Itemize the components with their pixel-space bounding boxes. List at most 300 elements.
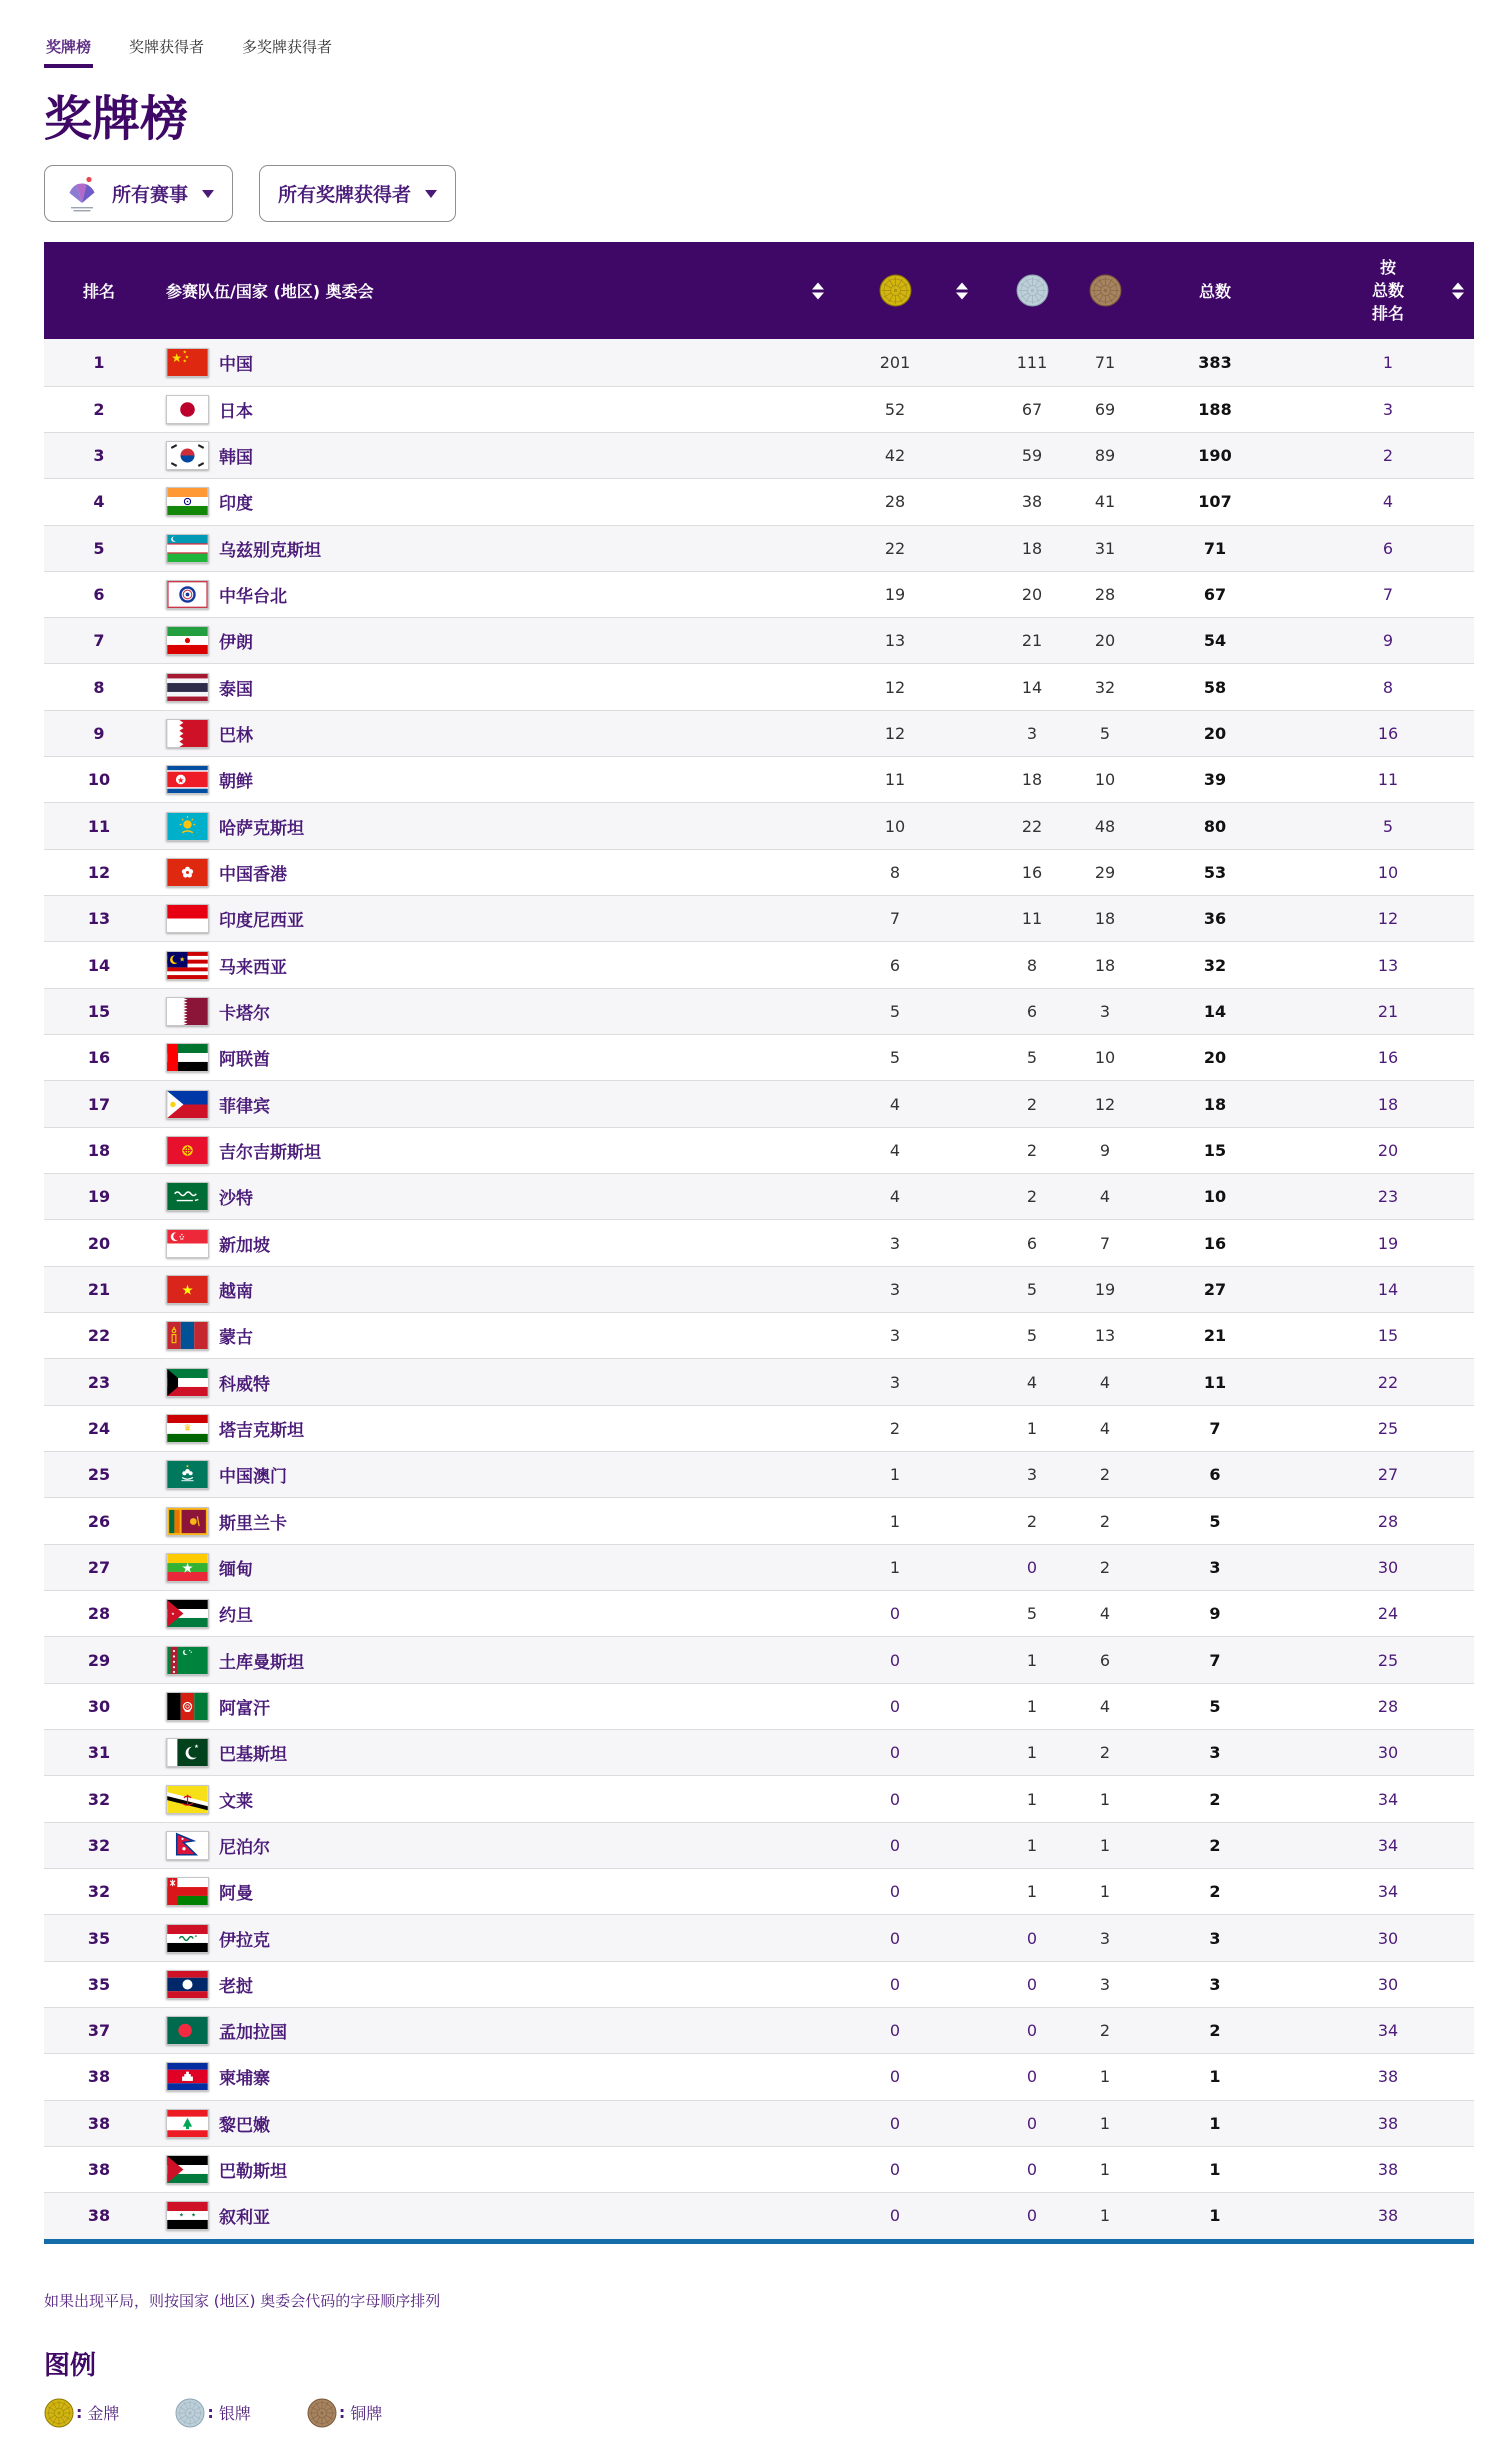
flag-icon: [166, 580, 209, 609]
rank-cell: 19: [87, 1187, 111, 1207]
flag-icon: [166, 348, 209, 377]
rank-cell: 16: [87, 1048, 111, 1068]
bronze-count: 1: [1099, 1835, 1111, 1855]
gold-count: 5: [889, 1001, 901, 1021]
bronze-count: 31: [1094, 538, 1116, 558]
legend-label: 银牌: [218, 2404, 251, 2424]
flag-icon: [166, 1090, 209, 1119]
team-cell: [154, 348, 808, 377]
table-row: [44, 1729, 1474, 1775]
team-cell: [154, 2201, 808, 2230]
table-row: [44, 1034, 1474, 1080]
noc-name: 越南: [219, 1281, 253, 1302]
rank-cell: 17: [87, 1094, 111, 1114]
sort-arrow[interactable]: [1452, 282, 1464, 299]
flag-icon: [166, 487, 209, 516]
noc-name: 土库曼斯坦: [219, 1652, 304, 1673]
noc-name: 柬埔寨: [219, 2069, 270, 2090]
team-cell: [154, 951, 808, 980]
silver-count: 6: [1026, 1001, 1038, 1021]
tab-1[interactable]: 奖牌榜: [44, 36, 93, 68]
noc-name: 伊拉克: [219, 1930, 270, 1951]
flag-icon: [166, 395, 209, 424]
team-cell: [154, 1182, 808, 1211]
noc-name: 巴基斯坦: [219, 1745, 287, 1766]
noc-name: 老挝: [219, 1976, 253, 1997]
table-row: [44, 2007, 1474, 2053]
gold-medal-icon: [44, 2398, 74, 2428]
total-count: 2: [1209, 1835, 1221, 1855]
noc-name: 蒙古: [219, 1328, 253, 1349]
noc-name: 新加坡: [219, 1235, 270, 1256]
total-count: 11: [1203, 1372, 1227, 1392]
sort-arrow[interactable]: [812, 282, 824, 299]
gold-count: 0: [889, 1928, 901, 1948]
flag-icon: [166, 1553, 209, 1582]
bronze-count: 6: [1099, 1650, 1111, 1670]
table-row: [44, 1544, 1474, 1590]
total-count: 32: [1203, 955, 1227, 975]
flag-icon: [166, 1368, 209, 1397]
noc-name: 巴勒斯坦: [219, 2162, 287, 2183]
flag-icon: [166, 1970, 209, 1999]
gold-count: 7: [889, 909, 901, 929]
gold-count: 3: [889, 1279, 901, 1299]
gold-count: 0: [889, 2113, 901, 2133]
bronze-count: 18: [1094, 955, 1116, 975]
filter-bar: [44, 165, 1474, 222]
noc-name: 中国澳门: [219, 1467, 287, 1488]
noc-name: 巴林: [219, 725, 253, 746]
total-count: 1: [1209, 2067, 1221, 2087]
noc-name: 马来西亚: [219, 957, 287, 978]
gold-count: 0: [889, 1882, 901, 1902]
bronze-count: 2: [1099, 1511, 1111, 1531]
rank-cell: 25: [87, 1465, 111, 1485]
bronze-count: 4: [1099, 1604, 1111, 1624]
rank-by-total-cell: 1: [1382, 352, 1394, 372]
bronze-count: 20: [1094, 631, 1116, 651]
table-row: [44, 1497, 1474, 1543]
silver-count: 4: [1026, 1372, 1038, 1392]
noc-name: 印度尼西亚: [219, 911, 304, 932]
total-count: 67: [1203, 584, 1227, 604]
noc-name: 塔吉克斯坦: [219, 1420, 304, 1441]
team-cell: [154, 395, 808, 424]
flag-icon: [166, 765, 209, 794]
flag-icon: [166, 904, 209, 933]
table-row: [44, 1683, 1474, 1729]
table-row: [44, 1219, 1474, 1265]
rank-by-total-cell: 28: [1377, 1696, 1399, 1716]
table-row: [44, 895, 1474, 941]
rank-by-total-cell: 15: [1377, 1326, 1399, 1346]
gold-count: 0: [889, 2021, 901, 2041]
rank-by-total-cell: 38: [1377, 2113, 1399, 2133]
gold-count: 201: [879, 352, 911, 372]
total-count: 16: [1203, 1233, 1227, 1253]
table-row: [44, 1312, 1474, 1358]
gold-count: 0: [889, 2160, 901, 2180]
team-cell: [154, 1136, 808, 1165]
svg-text:♛: ♛: [183, 1423, 192, 1434]
rank-by-total-cell: 25: [1377, 1650, 1399, 1670]
rank-by-total-cell: 3: [1382, 399, 1394, 419]
rank-cell: 5: [93, 538, 105, 558]
rank-cell: 1: [93, 352, 105, 372]
team-cell: [154, 487, 808, 516]
total-count: 14: [1203, 1001, 1227, 1021]
rank-by-total-cell: 16: [1377, 1048, 1399, 1068]
gold-count: 42: [884, 446, 906, 465]
team-cell: [154, 1692, 808, 1721]
noc-name: 哈萨克斯坦: [219, 818, 304, 839]
silver-count: 11: [1021, 909, 1043, 929]
table-row: [44, 710, 1474, 756]
rank-by-total-cell: 20: [1377, 1140, 1399, 1160]
rank-by-total-cell: 27: [1377, 1465, 1399, 1485]
rank-by-total-cell: 21: [1377, 1001, 1399, 1021]
bronze-count: 4: [1099, 1372, 1111, 1392]
noc-name: 尼泊尔: [219, 1837, 270, 1858]
team-cell: [154, 1321, 808, 1350]
team-cell: [154, 1646, 808, 1675]
total-count: 1: [1209, 2206, 1221, 2226]
rank-by-total-cell: 34: [1377, 1882, 1399, 1902]
rank-by-total-cell: 34: [1377, 1789, 1399, 1809]
flag-icon: [166, 1877, 209, 1906]
tab-3[interactable]: 多奖牌获得者: [242, 38, 333, 56]
noc-name: 菲律宾: [219, 1096, 270, 1117]
noc-name: 中国: [219, 354, 253, 375]
rank-cell: 15: [87, 1001, 111, 1021]
rank-by-total-cell: 23: [1377, 1187, 1399, 1207]
total-count: 7: [1209, 1650, 1221, 1670]
gold-count: 3: [889, 1233, 901, 1253]
total-count: 18: [1203, 1094, 1227, 1114]
total-count: 9: [1209, 1604, 1221, 1624]
gold-count: 12: [884, 723, 906, 743]
flag-icon: [166, 2109, 209, 2138]
svg-text:★: ★: [179, 955, 186, 964]
gold-count: 10: [884, 816, 906, 836]
tab-2[interactable]: 奖牌获得者: [129, 38, 205, 56]
gold-count: 0: [889, 1696, 901, 1716]
total-count: 3: [1209, 1743, 1221, 1763]
gold-count: 6: [889, 955, 901, 975]
total-count: 2: [1209, 1882, 1221, 1902]
rank-cell: 22: [87, 1326, 111, 1346]
gold-count: 0: [889, 1974, 901, 1994]
gold-count: 3: [889, 1326, 901, 1346]
table-row: [44, 1080, 1474, 1126]
table-row: [44, 478, 1474, 524]
total-count: 383: [1198, 352, 1232, 372]
header-bronze-column: [1082, 274, 1128, 307]
noc-name: 印度: [219, 494, 253, 515]
table-row: [44, 1405, 1474, 1451]
rank-cell: 30: [87, 1696, 111, 1716]
silver-count: 5: [1026, 1279, 1038, 1299]
rank-cell: 4: [93, 492, 105, 512]
rank-by-total-cell: 12: [1377, 909, 1399, 929]
total-count: 20: [1203, 1048, 1227, 1068]
total-count: 71: [1203, 538, 1227, 558]
gold-count: 4: [889, 1094, 901, 1114]
svg-text:★: ★: [182, 350, 187, 356]
silver-medal-icon: [1016, 274, 1049, 307]
rank-by-total-cell: 30: [1377, 1974, 1399, 1994]
team-cell: [154, 812, 808, 841]
team-cell: [154, 858, 808, 887]
gold-count: 3: [889, 1372, 901, 1392]
noc-name: 乌兹别克斯坦: [219, 540, 321, 561]
team-cell: [154, 1043, 808, 1072]
flag-icon: [166, 1599, 209, 1628]
rank-cell: 26: [87, 1511, 111, 1531]
svg-text:★: ★: [185, 1463, 190, 1469]
silver-count: 0: [1026, 2067, 1038, 2087]
gold-count: 0: [889, 1604, 901, 1624]
table-row: [44, 1914, 1474, 1960]
table-row: [44, 941, 1474, 987]
team-cell: [154, 1414, 808, 1443]
noc-name: 泰国: [219, 679, 253, 700]
silver-count: 38: [1021, 492, 1043, 512]
flag-icon: [166, 1321, 209, 1350]
team-cell: [154, 1090, 808, 1119]
noc-name: 文莱: [219, 1791, 253, 1812]
svg-text:★: ★: [177, 775, 185, 786]
rank-cell: 24: [87, 1418, 111, 1438]
silver-count: 111: [1016, 352, 1048, 372]
gold-count: 0: [889, 2067, 901, 2087]
total-count: 3: [1209, 1928, 1221, 1948]
chevron-down-icon: [202, 190, 214, 198]
rank-cell: 27: [87, 1557, 111, 1577]
rank-by-total-cell: 30: [1377, 1743, 1399, 1763]
svg-text:★: ★: [193, 1744, 199, 1751]
silver-count: 3: [1026, 723, 1038, 743]
silver-count: 0: [1026, 2206, 1038, 2226]
header-rank: 排名: [82, 282, 115, 302]
rank-cell: 2: [93, 399, 105, 419]
total-count: 107: [1198, 492, 1232, 512]
rank-by-total-cell: 7: [1382, 584, 1394, 604]
bronze-count: 3: [1099, 1928, 1111, 1948]
table-row: [44, 1822, 1474, 1868]
team-cell: [154, 2016, 808, 2045]
team-cell: [154, 1738, 808, 1767]
noc-name: 沙特: [219, 1189, 253, 1210]
flag-icon: [166, 1414, 209, 1443]
silver-count: 5: [1026, 1604, 1038, 1624]
silver-count: 18: [1021, 770, 1043, 790]
sort-arrow[interactable]: [956, 282, 968, 299]
bronze-count: 10: [1094, 1048, 1116, 1068]
team-cell: [154, 2062, 808, 2091]
total-count: 190: [1198, 446, 1232, 465]
flag-icon: [166, 1831, 209, 1860]
rank-cell: 21: [87, 1279, 111, 1299]
table-row: [44, 1775, 1474, 1821]
rank-by-total-cell: 8: [1382, 677, 1394, 697]
gold-count: 4: [889, 1187, 901, 1207]
total-count: 2: [1209, 2021, 1221, 2041]
team-cell: [154, 904, 808, 933]
legend-item-silver: [175, 2398, 250, 2428]
bronze-count: 5: [1099, 723, 1111, 743]
gold-count: 0: [889, 1650, 901, 1670]
header-gold-column: [808, 242, 982, 339]
table-row: [44, 756, 1474, 802]
gold-count: 52: [884, 399, 906, 419]
table-row: [44, 339, 1474, 385]
table-row: [44, 1358, 1474, 1404]
table-row: [44, 1173, 1474, 1219]
team-cell: [154, 1507, 808, 1536]
gold-medal-icon: [879, 274, 912, 307]
team-cell: [154, 719, 808, 748]
medal-table-body: [44, 339, 1474, 2238]
silver-count: 1: [1026, 1650, 1038, 1670]
silver-count: 0: [1026, 1557, 1038, 1577]
rank-by-total-cell: 2: [1382, 446, 1394, 465]
silver-count: 0: [1026, 2113, 1038, 2133]
gold-count: 4: [889, 1140, 901, 1160]
team-cell: [154, 1275, 808, 1304]
table-row: [44, 571, 1474, 617]
gold-count: 11: [884, 770, 906, 790]
team-cell: [154, 1460, 808, 1489]
table-row: [44, 2100, 1474, 2146]
table-row: [44, 525, 1474, 571]
silver-count: 1: [1026, 1789, 1038, 1809]
silver-count: 67: [1021, 399, 1043, 419]
flag-icon: [166, 1136, 209, 1165]
bronze-count: 19: [1094, 1279, 1116, 1299]
header-team: [154, 279, 808, 302]
chevron-down-icon: [425, 190, 437, 198]
events-dropdown[interactable]: [44, 165, 233, 222]
table-row: [44, 2053, 1474, 2099]
header-rank-by-total: 按 总数 排名: [1302, 242, 1474, 339]
table-row: [44, 1127, 1474, 1173]
rank-by-total-cell: 14: [1377, 1279, 1399, 1299]
team-cell: [154, 1877, 808, 1906]
silver-count: 1: [1026, 1882, 1038, 1902]
bronze-count: 4: [1099, 1418, 1111, 1438]
flag-icon: [166, 1738, 209, 1767]
silver-count: 2: [1026, 1511, 1038, 1531]
rank-cell: 13: [87, 909, 111, 929]
rank-by-total-cell: 34: [1377, 2021, 1399, 2041]
silver-count: 0: [1026, 1974, 1038, 1994]
table-row: [44, 1961, 1474, 2007]
bronze-count: 3: [1099, 1001, 1111, 1021]
flag-icon: [166, 1043, 209, 1072]
legend-colon: :: [338, 2403, 346, 2423]
silver-count: 3: [1026, 1465, 1038, 1485]
team-cell: [154, 673, 808, 702]
flag-icon: [166, 1507, 209, 1536]
gold-count: 2: [889, 1418, 901, 1438]
gold-count: 0: [889, 1835, 901, 1855]
bronze-count: 1: [1099, 2206, 1111, 2226]
rank-cell: 38: [87, 2067, 111, 2087]
bronze-count: 4: [1099, 1187, 1111, 1207]
table-row: [44, 1590, 1474, 1636]
bronze-medal-icon: [307, 2398, 337, 2428]
rank-by-total-cell: 25: [1377, 1418, 1399, 1438]
noc-name: 伊朗: [219, 633, 253, 654]
bronze-count: 41: [1094, 492, 1116, 512]
flag-icon: [166, 812, 209, 841]
rank-by-total-cell: 9: [1382, 631, 1394, 651]
rank-cell: 38: [87, 2113, 111, 2133]
rank-by-total-cell: 38: [1377, 2206, 1399, 2226]
svg-text:★: ★: [182, 359, 187, 365]
table-row: [44, 1868, 1474, 1914]
noc-name: 科威特: [219, 1374, 270, 1395]
bronze-count: 7: [1099, 1233, 1111, 1253]
total-count: 58: [1203, 677, 1227, 697]
medallists-dropdown[interactable]: [259, 165, 456, 222]
flag-icon: [166, 1275, 209, 1304]
legend-item-bronze: [307, 2398, 382, 2428]
table-row: [44, 663, 1474, 709]
silver-count: 1: [1026, 1696, 1038, 1716]
flag-icon: [166, 534, 209, 563]
flag-icon: [166, 1785, 209, 1814]
total-count: 54: [1203, 631, 1227, 651]
silver-medal-icon: [175, 2398, 205, 2428]
rank-by-total-cell: 19: [1377, 1233, 1399, 1253]
noc-name: 阿富汗: [219, 1698, 270, 1719]
team-cell: [154, 580, 808, 609]
gold-count: 0: [889, 2206, 901, 2226]
noc-name: 朝鲜: [219, 772, 253, 793]
team-cell: [154, 1368, 808, 1397]
silver-count: 22: [1021, 816, 1043, 836]
bronze-count: 18: [1094, 909, 1116, 929]
noc-name: 缅甸: [219, 1559, 253, 1580]
gold-count: 1: [889, 1511, 901, 1531]
rank-cell: 11: [87, 816, 111, 836]
table-row: [44, 432, 1474, 478]
team-cell: [154, 626, 808, 655]
team-cell: [154, 1599, 808, 1628]
silver-count: 0: [1026, 2021, 1038, 2041]
noc-name: 日本: [219, 401, 253, 422]
rank-cell: 8: [93, 677, 105, 697]
rank-cell: 35: [87, 1974, 111, 1994]
silver-count: 18: [1021, 538, 1043, 558]
total-count: 5: [1209, 1511, 1221, 1531]
rank-cell: 23: [87, 1372, 111, 1392]
silver-count: 1: [1026, 1835, 1038, 1855]
rank-cell: 12: [87, 862, 111, 882]
bronze-count: 69: [1094, 399, 1116, 419]
team-cell: [154, 534, 808, 563]
rank-by-total-cell: 16: [1377, 723, 1399, 743]
svg-text:★: ★: [181, 1560, 194, 1577]
noc-name: 吉尔吉斯斯坦: [219, 1142, 321, 1163]
table-row: [44, 988, 1474, 1034]
bronze-count: 28: [1094, 584, 1116, 604]
team-cell: [154, 1229, 808, 1258]
table-row: [44, 849, 1474, 895]
